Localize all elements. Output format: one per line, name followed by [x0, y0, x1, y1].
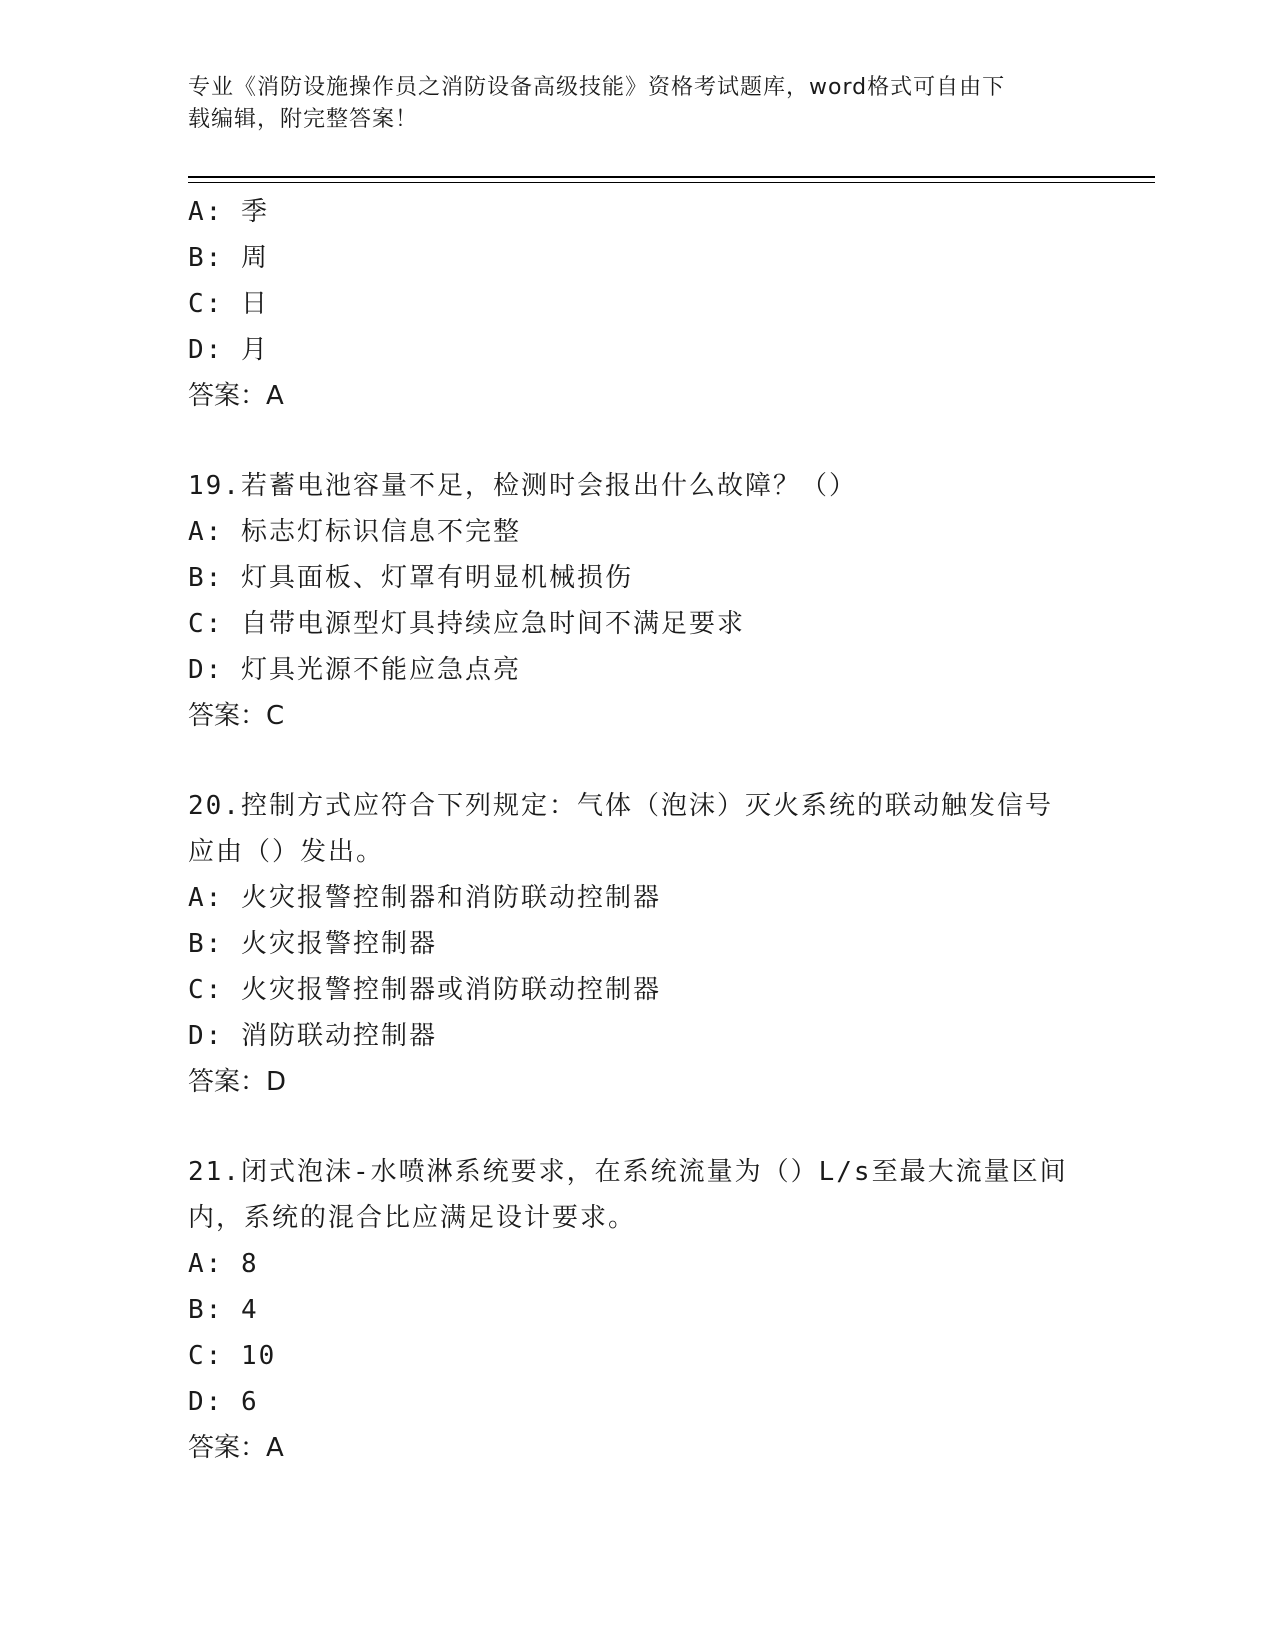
q20-option-c: C: 火灾报警控制器或消防联动控制器: [188, 975, 661, 1005]
q21-option-d: D: 6: [188, 1387, 259, 1417]
q19-stem: 19.若蓄电池容量不足，检测时会报出什么故障？（）: [188, 471, 857, 501]
q20-stem-line-2: 应由（）发出。: [188, 837, 385, 867]
question-19: [188, 463, 1088, 739]
q21-option-b: B: 4: [188, 1295, 259, 1325]
question-21: [188, 1149, 1088, 1471]
q21-stem-line-1: 21.闭式泡沫-水喷淋系统要求，在系统流量为（）L/s至最大流量区间: [188, 1157, 1068, 1187]
question-list: [188, 189, 1088, 1471]
q19-option-a: A: 标志灯标识信息不完整: [188, 517, 521, 547]
q20-option-b: B: 火灾报警控制器: [188, 929, 437, 959]
q21-stem-line-2: 内，系统的混合比应满足设计要求。: [188, 1203, 637, 1233]
header-line-2: 载编辑，附完整答案！: [188, 107, 419, 132]
q18-answer: 答案：A: [188, 381, 284, 411]
question-18: [188, 189, 1088, 419]
spacer: [188, 419, 1088, 463]
spacer: [188, 739, 1088, 783]
q18-option-a: A: 季: [188, 197, 269, 227]
q19-answer: 答案：C: [188, 701, 285, 731]
header-rule-thin: [188, 182, 1155, 183]
q19-option-c: C: 自带电源型灯具持续应急时间不满足要求: [188, 609, 745, 639]
q21-option-c: C: 10: [188, 1341, 277, 1371]
document-header: [188, 72, 1088, 136]
q21-option-a: A: 8: [188, 1249, 259, 1279]
q21-answer: 答案：A: [188, 1433, 284, 1463]
q19-option-b: B: 灯具面板、灯罩有明显机械损伤: [188, 563, 633, 593]
question-20: [188, 783, 1088, 1105]
q19-option-d: D: 灯具光源不能应急点亮: [188, 655, 521, 685]
q18-option-c: C: 日: [188, 289, 269, 319]
header-line-1: 专业《消防设施操作员之消防设备高级技能》资格考试题库，word格式可自由下: [188, 75, 1006, 100]
q20-option-a: A: 火灾报警控制器和消防联动控制器: [188, 883, 661, 913]
q20-stem-line-1: 20.控制方式应符合下列规定：气体（泡沫）灭火系统的联动触发信号: [188, 791, 1053, 821]
q20-answer: 答案：D: [188, 1067, 287, 1097]
q18-option-b: B: 周: [188, 243, 269, 273]
q18-option-d: D: 月: [188, 335, 269, 365]
q20-option-d: D: 消防联动控制器: [188, 1021, 437, 1051]
spacer: [188, 1105, 1088, 1149]
header-rule-thick: [188, 176, 1155, 178]
